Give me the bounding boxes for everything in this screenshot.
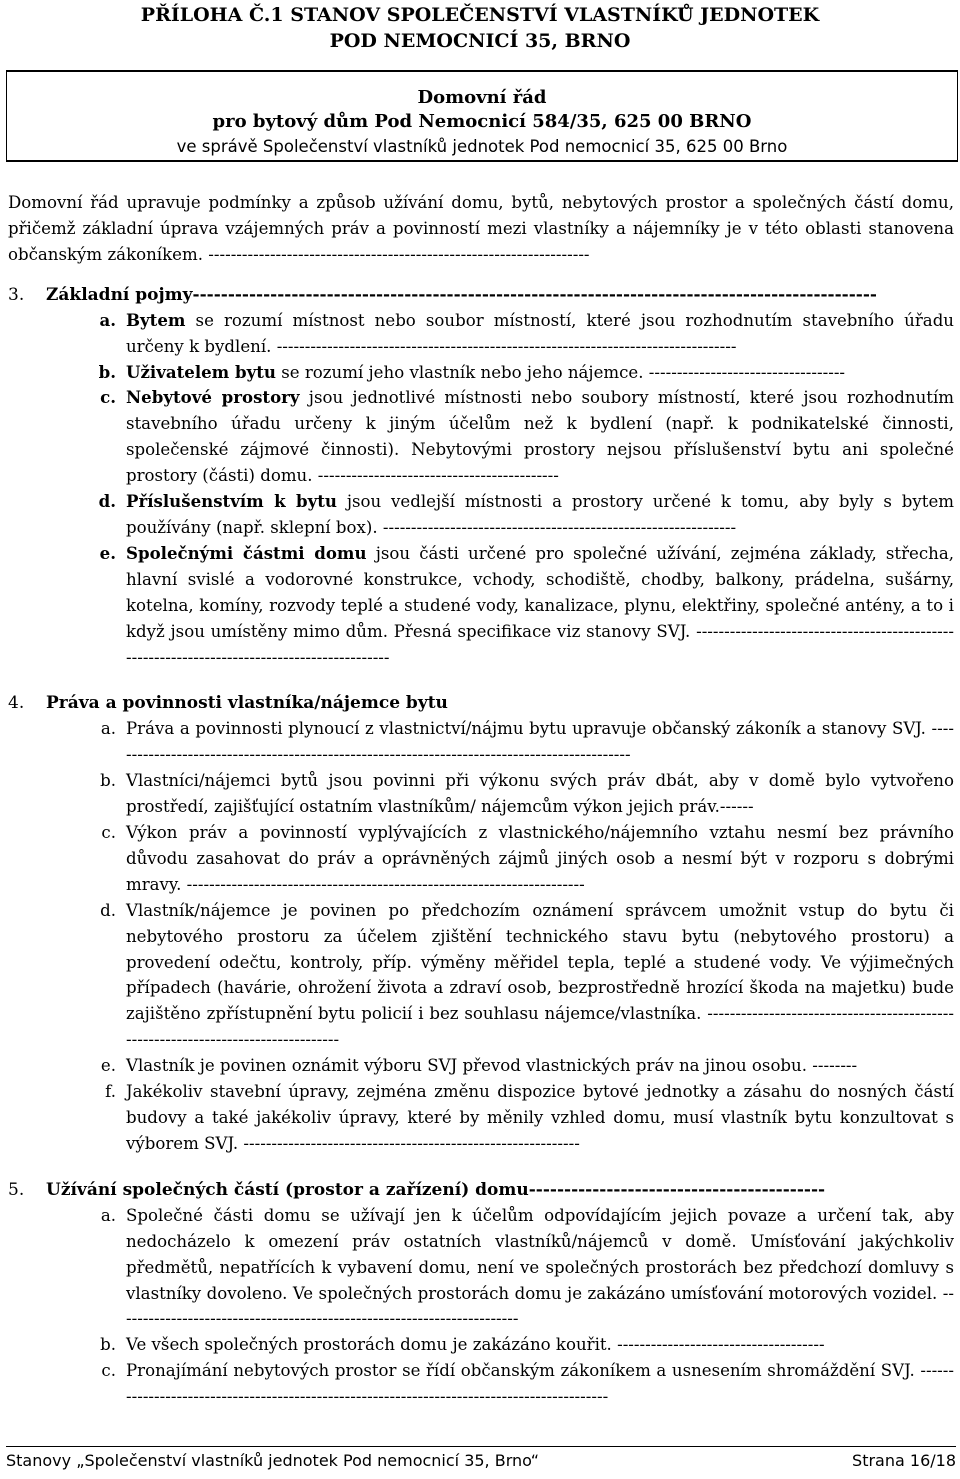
list-item (8, 1358, 954, 1410)
section-heading (8, 690, 954, 716)
item-text (118, 1358, 954, 1410)
list-item (8, 360, 954, 386)
title-box (6, 70, 958, 162)
list-item (8, 308, 954, 360)
item-letter: e. (100, 1056, 116, 1076)
section-items (8, 716, 954, 1156)
item-letter: b. (100, 771, 116, 791)
section-3 (8, 282, 954, 671)
section-items (8, 308, 954, 671)
item-body: jsou vedlejší místnosti a prostory určené k tomu, aby byly s bytem používány (např. sklepní box). --------------------------------------------------------------- (126, 492, 954, 537)
document-subtitle: pro bytový dům Pod Nemocnicí 584/35, 625 00 BRNO (212, 111, 752, 132)
list-item (8, 716, 954, 768)
item-letter: a. (100, 719, 116, 739)
item-term: Uživatelem bytu (126, 361, 276, 382)
list-item (8, 541, 954, 671)
section-title: Základní pojmy (46, 284, 193, 305)
section-5 (8, 1177, 954, 1410)
list-item (8, 820, 954, 898)
section-title-dashes: ------------------------------------------------------------------------------------------------- (192, 284, 877, 305)
item-letter: c. (101, 823, 116, 843)
item-letter: b. (100, 1335, 116, 1355)
section-4 (8, 690, 954, 1156)
document-content (8, 190, 954, 1410)
item-letter: a. (99, 309, 116, 330)
item-term: Bytem (126, 309, 186, 330)
list-item (8, 768, 954, 820)
item-body: Vlastník/nájemce je povinen po předchozím oznámení správcem umožnit vstup do bytu či nebytového prostoru za účelem zjištění technického stavu bytu (nebytového prostoru) a provedení odečtu, kontroly, příp. výměny měřidel tepla, teplé a studené vody. Ve výjimečných případech (havárie, ohrožení života a zdraví osob, bezprostředně hrozící škoda na majetku) bude zajištěno zpřístupnění bytu policií i bez souhlasu nájemce/vlastníka. ---------------------------------------------------------------------------------- (126, 900, 954, 1050)
intro-paragraph: Domovní řád upravuje podmínky a způsob užívání domu, bytů, nebytových prostor a společných částí domu, přičemž základní úprava vzájemných práv a povinností mezi vlastníky a nájemníky je v této oblasti stanovena občanským zákoníkem. -------------------------------------------------------------------- (8, 193, 954, 264)
item-term: Příslušenstvím k bytu (126, 491, 337, 512)
item-letter: b. (98, 361, 116, 382)
item-body: Pronajímání nebytových prostor se řídí občanským zákoníkem a usnesením shromáždění SVJ. -------------------------------------------------------------------------------------------- (126, 1361, 954, 1407)
item-body: Vlastníci/nájemci bytů jsou povinni při výkonu svých práv dbát, aby v domě bylo vytvořeno prostředí, zajišťující ostatním vlastníkům/ nájemcům výkon jejich práv.------ (126, 771, 954, 817)
footer-left: Stanovy „Společenství vlastníků jednotek Pod nemocnicí 35, Brno“ (6, 1451, 540, 1470)
list-item (8, 1053, 954, 1079)
section-title-dashes: ------------------------------------------ (528, 1179, 826, 1200)
item-text (118, 898, 954, 1053)
item-text (118, 1079, 954, 1157)
document-management: ve správě Společenství vlastníků jednotek Pod nemocnicí 35, 625 00 Brno (176, 137, 788, 156)
item-text (118, 820, 954, 898)
list-item (8, 489, 954, 541)
item-term: Nebytové prostory (126, 387, 300, 408)
item-text (118, 308, 954, 360)
list-item (8, 898, 954, 1053)
section-heading (8, 282, 954, 308)
sections-container (8, 282, 954, 1410)
item-body: jsou části určené pro společné užívání, zejména základy, střecha, hlavní svislé a vodorovné konstrukce, vchody, schodiště, chodby, balkony, prádelna, sušárny, kotelna, komíny, rozvody teplé a studené vody, kanalizace, plynu, elektřiny, společné antény, a to i když jsou umístěny mimo dům. Přesná specifikace viz stanovy SVJ. --------------------------------------------------------------------------------------------- (126, 543, 954, 667)
item-letter: d. (98, 491, 116, 512)
item-text (118, 1332, 954, 1358)
section-number: 4. (8, 693, 25, 714)
item-text (118, 541, 954, 671)
section-heading (8, 1177, 954, 1203)
section-items (8, 1203, 954, 1410)
item-body: Jakékoliv stavební úpravy, zejména změnu dispozice bytové jednotky a zásahu do nosných částí budovy a také jakékoliv úpravy, které by měnily vzhled domu, musí vlastník bytu konzultovat s výborem SVJ. ------------------------------------------------------------ (126, 1082, 954, 1153)
list-item (8, 1203, 954, 1333)
item-text (118, 716, 954, 768)
item-text (118, 768, 954, 820)
item-text (118, 385, 954, 489)
section-title: Práva a povinnosti vlastníka/nájemce bytu (46, 693, 448, 714)
item-letter: c. (100, 387, 116, 408)
item-letter: c. (101, 1361, 116, 1381)
section-title: Užívání společných částí (prostor a zařízení) domu (46, 1179, 529, 1200)
item-text (118, 489, 954, 541)
item-body: Vlastník je povinen oznámit výboru SVJ převod vlastnických práv na jinou osobu. -------- (126, 1056, 858, 1076)
item-body: Ve všech společných prostorách domu je zakázáno kouřit. ------------------------------------- (126, 1335, 825, 1355)
list-item (8, 1332, 954, 1358)
item-letter: f. (105, 1082, 116, 1102)
page-footer (6, 1446, 956, 1476)
appendix-subheading: POD NEMOCNICÍ 35, BRNO (329, 30, 631, 52)
item-text (118, 360, 954, 386)
appendix-heading: PŘÍLOHA Č.1 STANOV SPOLEČENSTVÍ VLASTNÍKŮ JEDNOTEK (140, 4, 820, 26)
item-letter: a. (100, 1205, 116, 1225)
item-text (118, 1053, 954, 1079)
item-body: se rozumí místnost nebo soubor místností, které jsou rozhodnutím stavebního úřadu určeny k bydlení. ---------------------------------------------------------------------------------- (126, 310, 954, 356)
document-title: Domovní řád (417, 87, 547, 108)
list-item (8, 385, 954, 489)
item-letter: e. (99, 542, 116, 563)
item-body: Společné části domu se užívají jen k účelům odpovídajícím jejich povaze a určení tak, aby nedocházelo k omezení práv ostatních vlastníků/nájemců v domě. Umísťování jakýchkoliv předmětů, nepatřících k vybavení domu, není ve společných prostorách bez předchozí domluvy s vlastníky dovoleno. Ve společných prostorách domu je zakázáno umísťování motorových vozidel. ------------------------------------------------------------------------ (126, 1205, 954, 1329)
item-body: se rozumí jeho vlastník nebo jeho nájemce. ----------------------------------- (275, 362, 846, 382)
item-body: jsou jednotlivé místnosti nebo soubory místností, které jsou rozhodnutím stavebního úřadu určeny k jiným účelům než k bydlení (např. k podnikatelské činnosti, společenské zájmové činnosti). Nebytovými prostory nejsou příslušenství bytu ani společné prostory (části) domu. ------------------------------------------- (126, 388, 954, 486)
item-body: Výkon práv a povinností vyplývajících z vlastnického/nájemního vztahu nesmí bez právního důvodu zasahovat do práv a oprávněných zájmů jiných osob a nesmí být v rozporu s dobrými mravy. ----------------------------------------------------------------------- (126, 823, 954, 894)
section-number: 5. (8, 1179, 25, 1200)
item-body: Práva a povinnosti plynoucí z vlastnictví/nájmu bytu upravuje občanský zákoník a stanovy SVJ. ---------------------------------------------------------------------------------------------- (126, 719, 954, 765)
section-number: 3. (8, 284, 25, 305)
footer-page-number: Strana 16/18 (852, 1451, 956, 1470)
item-term: Společnými částmi domu (126, 542, 367, 563)
list-item (8, 1079, 954, 1157)
item-text (118, 1203, 954, 1333)
item-letter: d. (100, 900, 116, 920)
